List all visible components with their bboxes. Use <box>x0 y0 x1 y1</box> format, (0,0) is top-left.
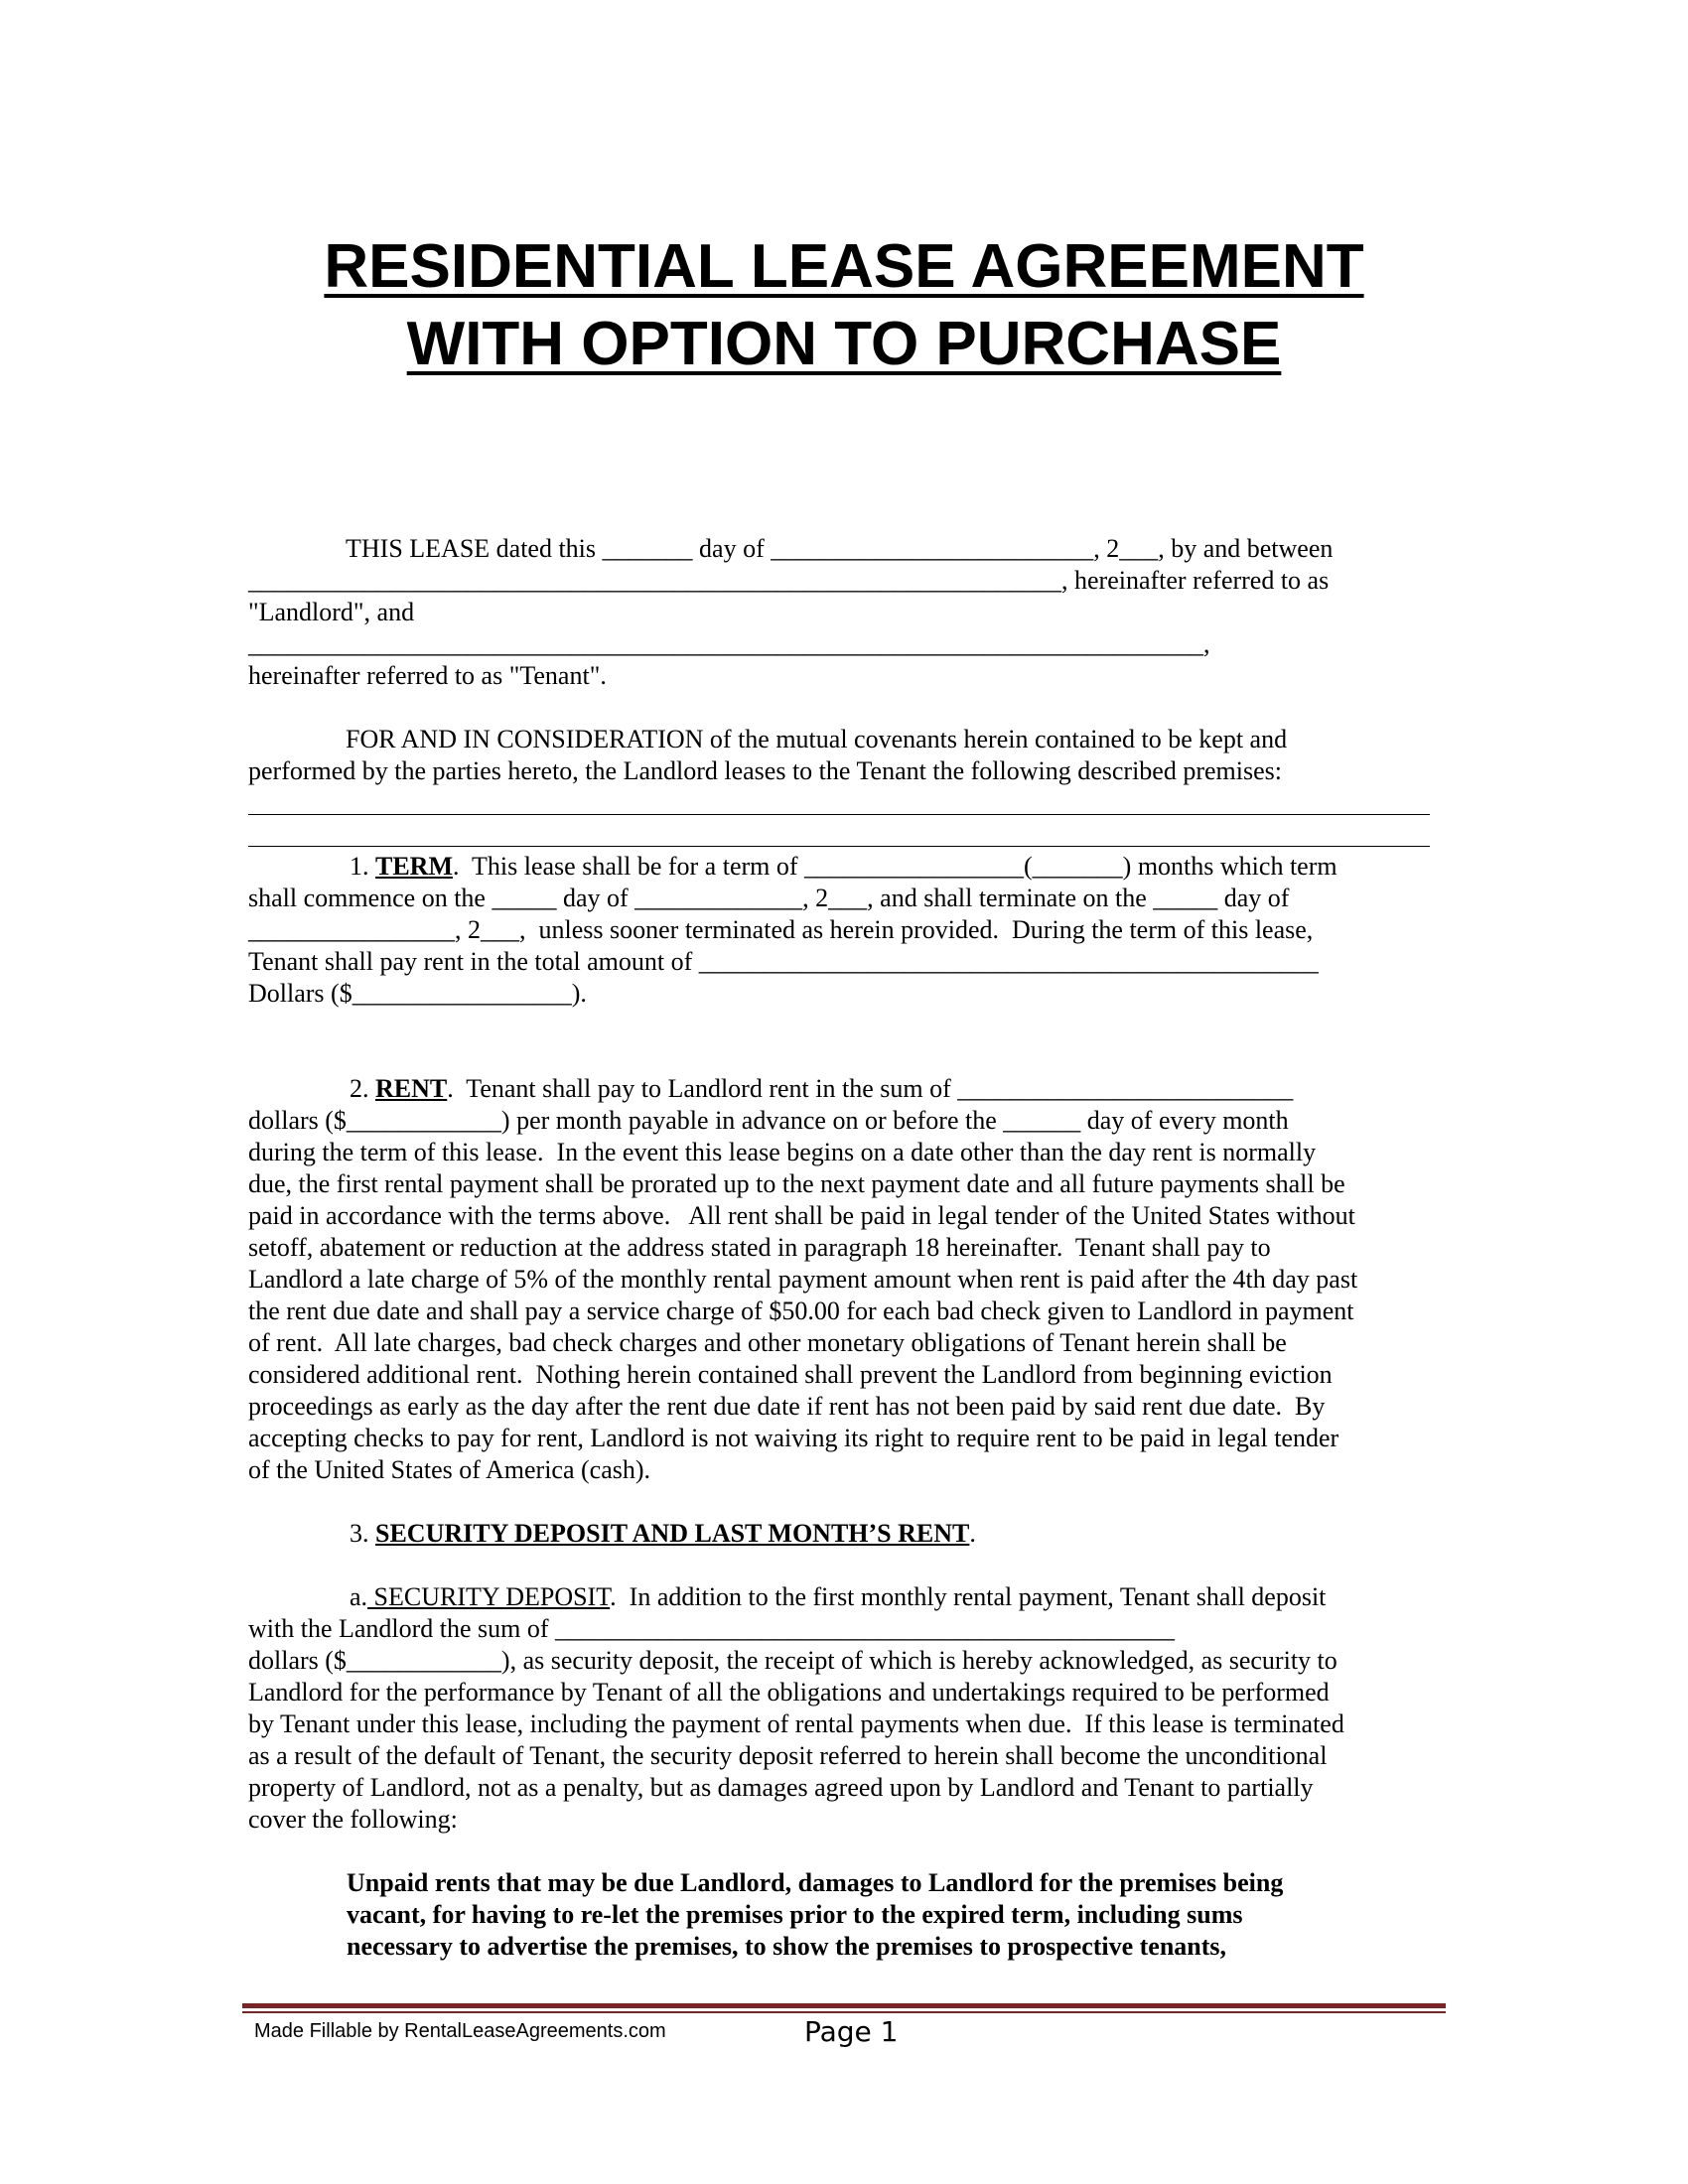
intro-line-2: _______________________________________________________________, hereinafter referred to as <box>248 566 1330 595</box>
document-title-line-2: WITH OPTION TO PURCHASE <box>406 310 1282 378</box>
security-line: as a result of the default of Tenant, the security deposit referred to herein shall become the unconditional <box>248 1741 1328 1770</box>
consideration-line-2: performed by the parties hereto, the Landlord leases to the Tenant the following described premises: <box>248 756 1282 785</box>
intro-line-4: __________________________________________________________________________, <box>248 629 1210 658</box>
security-sub-line-1 <box>350 1581 1326 1613</box>
rent-line-1 <box>350 1073 1293 1105</box>
intro-line-3: "Landlord", and <box>248 598 415 626</box>
footer-rule-thin <box>242 2011 1446 2013</box>
intro-line-1: THIS LEASE dated this _______ day of _________________________, 2___, by and between <box>346 534 1334 563</box>
security-line: with the Landlord the sum of ________________________________________________ <box>248 1614 1176 1643</box>
security-heading-period: . <box>969 1519 976 1548</box>
rent-line: during the term of this lease. In the event this lease begins on a date other than the day rent is normally <box>248 1138 1317 1166</box>
security-heading-line <box>350 1518 976 1550</box>
security-bold-line: vacant, for having to re-let the premises prior to the expired term, including sums <box>347 1900 1243 1929</box>
security-line: Landlord for the performance by Tenant of all the obligations and undertakings required to be performed <box>248 1678 1330 1706</box>
rent-line: proceedings as early as the day after the rent due date if rent has not been paid by said rent due date. By <box>248 1392 1326 1421</box>
rent-line: considered additional rent. Nothing herein contained shall prevent the Landlord from beginning eviction <box>248 1360 1333 1389</box>
term-heading: TERM <box>375 852 453 881</box>
rent-line-1-text: . Tenant shall pay to Landlord rent in the sum of __________________________ <box>447 1074 1294 1103</box>
rent-line: paid in accordance with the terms above. All rent shall be paid in legal tender of the United States without <box>248 1201 1355 1230</box>
security-number: 3. <box>350 1519 375 1548</box>
rent-line: the rent due date and shall pay a service charge of $50.00 for each bad check given to Landlord in payment <box>248 1297 1354 1325</box>
security-bold-line: Unpaid rents that may be due Landlord, damages to Landlord for the premises being <box>347 1868 1284 1897</box>
term-line-2: shall commence on the _____ day of _____________, 2___, and shall terminate on the _____ day of <box>248 884 1290 912</box>
premises-blank-line-1 <box>248 814 1430 815</box>
security-line: cover the following: <box>248 1805 458 1834</box>
security-sub-heading: SECURITY DEPOSIT <box>367 1582 611 1611</box>
consideration-line-1: FOR AND IN CONSIDERATION of the mutual covenants herein contained to be kept and <box>346 725 1288 753</box>
document-title-line-1: RESIDENTIAL LEASE AGREEMENT <box>324 232 1364 301</box>
security-sub-line-1-text: . In addition to the first monthly rental payment, Tenant shall deposit <box>610 1582 1327 1611</box>
rent-line: due, the first rental payment shall be prorated up to the next payment date and all future payments shall be <box>248 1169 1345 1198</box>
term-number: 1. <box>350 852 375 881</box>
rent-line: dollars ($____________) per month payable in advance on or before the ______ day of every month <box>248 1106 1289 1135</box>
term-line-5: Dollars ($_________________). <box>248 979 587 1008</box>
page-number: Page 1 <box>804 2015 899 2048</box>
intro-line-5: hereinafter referred to as "Tenant". <box>248 661 607 690</box>
security-bold-line: necessary to advertise the premises, to show the premises to prospective tenants, <box>347 1932 1227 1961</box>
term-line-3: ________________, 2___, unless sooner terminated as herein provided. During the term of this lease, <box>248 915 1314 944</box>
rent-number: 2. <box>350 1074 375 1103</box>
rent-heading: RENT <box>375 1074 448 1103</box>
security-heading: SECURITY DEPOSIT AND LAST MONTH’S RENT <box>375 1519 970 1548</box>
rent-line: Landlord a late charge of 5% of the monthly rental payment amount when rent is paid after the 4th day past <box>248 1265 1358 1294</box>
term-line-1 <box>350 851 1337 883</box>
security-line: dollars ($____________), as security deposit, the receipt of which is hereby acknowledged, as security to <box>248 1646 1337 1675</box>
security-line: property of Landlord, not as a penalty, but as damages agreed upon by Landlord and Tenant to partially <box>248 1773 1314 1802</box>
security-sub-label: a. <box>350 1582 368 1611</box>
rent-line: of rent. All late charges, bad check charges and other monetary obligations of Tenant herein shall be <box>248 1328 1287 1357</box>
term-line-1-text: . This lease shall be for a term of _________________(_______) months which term <box>453 852 1337 881</box>
security-line: by Tenant under this lease, including the payment of rental payments when due. If this lease is terminated <box>248 1709 1344 1738</box>
rent-line: accepting checks to pay for rent, Landlord is not waiving its right to require rent to be paid in legal tender <box>248 1424 1339 1452</box>
term-line-4: Tenant shall pay rent in the total amount of ________________________________________________ <box>248 947 1319 976</box>
footer-credit: Made Fillable by RentalLeaseAgreements.com <box>254 2020 666 2042</box>
rent-line: setoff, abatement or reduction at the address stated in paragraph 18 hereinafter. Tenant shall pay to <box>248 1233 1271 1262</box>
premises-blank-line-2 <box>248 846 1430 847</box>
rent-line: of the United States of America (cash). <box>248 1455 651 1484</box>
footer-rule-thick <box>242 2003 1446 2008</box>
